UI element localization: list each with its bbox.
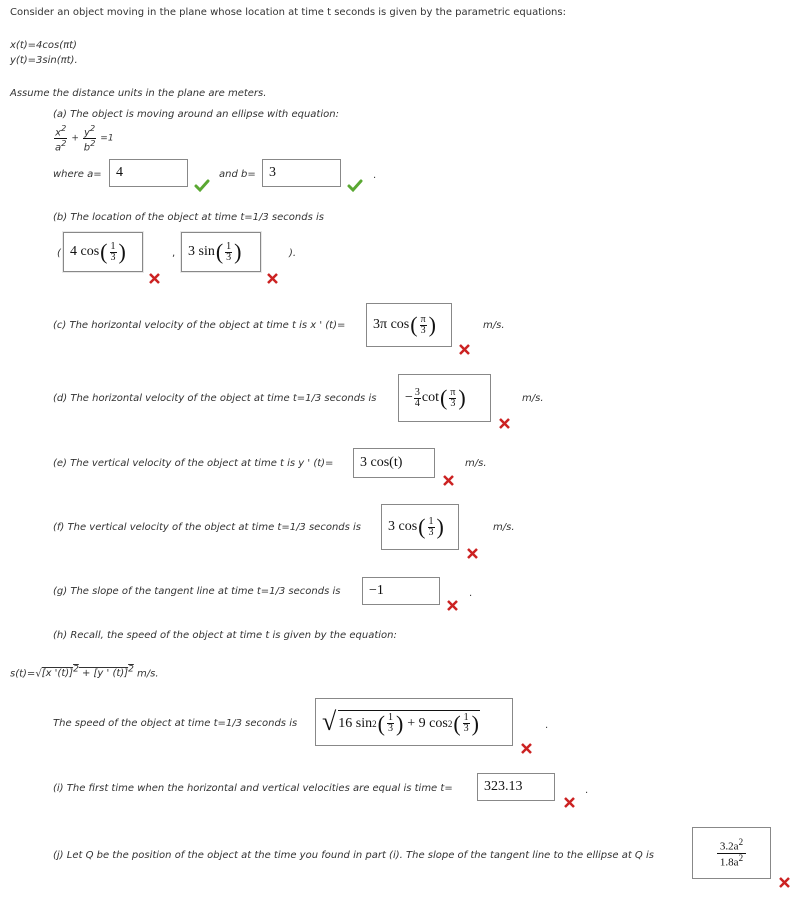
func-text: 3π cos (373, 317, 410, 332)
x-mark-icon (564, 797, 575, 808)
part-j-prompt: (j) Let Q be the position of the object at the time you found in part (i). The slope of the tangent line to the ellipse at Q is (53, 850, 654, 861)
part-b-prompt: (b) The location of the object at time t=1/3 seconds is (53, 212, 324, 223)
close-paren: ). (289, 248, 297, 259)
period: . (373, 170, 377, 181)
part-f-prompt: (f) The vertical velocity of the object at time t=1/3 seconds is (53, 522, 362, 533)
frac-den: 3 (463, 723, 469, 734)
location-x-input[interactable]: 4 cos ( $\frac{1}{3}$ ) (63, 232, 143, 272)
y-func-text: 3 sin (188, 244, 215, 259)
x-mark-icon (267, 273, 278, 284)
frac-num: 1 (387, 712, 393, 723)
sqrt-symbol: √ (322, 707, 337, 736)
term2-text: + 9 cos (407, 715, 448, 731)
ellipse-equation: $\frac{x^2}{a^2}$ + $\frac{y^2}{b^2}$ =1 (55, 123, 114, 154)
part-e-prompt: (e) The vertical velocity of the object at time t is y ' (t)= (53, 458, 334, 469)
frac-den: 3 (450, 397, 456, 409)
intro-text: Consider an object moving in the plane whose location at time t seconds is given by the parametric equations: (10, 7, 566, 18)
speed-prompt: The speed of the object at time t=1/3 seconds is (53, 718, 298, 729)
coef-den: 4 (414, 397, 420, 409)
x-func-text: 4 cos (70, 244, 100, 259)
unit-label: m/s. (465, 458, 487, 469)
func-text: 3 cos (388, 519, 418, 534)
part-h-prompt: (h) Recall, the speed of the object at time t is given by the equation: (53, 630, 397, 641)
frac-num: 1 (428, 515, 434, 527)
open-paren: ( (57, 248, 61, 259)
frac-num: 1 (463, 712, 469, 723)
period: . (469, 588, 473, 599)
b-input[interactable]: 3 (262, 159, 341, 187)
part-c-prompt: (c) The horizontal velocity of the object at time t is x ' (t)= (53, 320, 346, 331)
x-mark-icon (467, 548, 478, 559)
part-d-prompt: (d) The horizontal velocity of the object at time t=1/3 seconds is (53, 393, 377, 404)
a-input[interactable]: 4 (109, 159, 188, 187)
frac-den: 3 (387, 723, 393, 734)
part-i-prompt: (i) The first time when the horizontal and vertical velocities are equal is time t= (53, 783, 453, 794)
unit-label: m/s. (493, 522, 515, 533)
frac-num: 1 (110, 240, 116, 252)
speed-formula: s(t)=√[x '(t)]2 + [y ' (t)]2 m/s. (10, 665, 159, 680)
tangent-slope-input[interactable]: $\frac{3.2a^2}{1.8a^2}$ (692, 827, 771, 879)
part-g-prompt: (g) The slope of the tangent line at time t=1/3 seconds is (53, 586, 341, 597)
frac-num: π (420, 313, 426, 325)
comma: , (172, 248, 176, 259)
units-note: Assume the distance units in the plane are meters. (10, 88, 267, 99)
vertical-velocity-input[interactable]: 3 cos(t) (353, 448, 435, 478)
minus-sign: − (405, 390, 413, 405)
slope-input[interactable]: −1 (362, 577, 440, 605)
x-mark-icon (459, 344, 470, 355)
check-icon (195, 180, 209, 191)
frac-den: 1.8a (719, 856, 739, 869)
x-mark-icon (149, 273, 160, 284)
x-mark-icon (499, 418, 510, 429)
part-a-prompt: (a) The object is moving around an ellipse with equation: (53, 109, 339, 120)
term1-text: 16 sin (338, 715, 373, 731)
speed-input[interactable]: √ 16 sin 2 ( $\frac{1}{3}$ ) + 9 cos 2 ( $\frac{1}{3}$ ) (315, 698, 513, 746)
x-mark-icon (447, 600, 458, 611)
frac-den: 3 (420, 324, 426, 336)
equal-velocity-time-input[interactable]: 323.13 (477, 773, 555, 801)
frac-num: π (450, 386, 456, 398)
frac-num: 1 (226, 240, 232, 252)
x-equation: x(t)=4cos(πt) (10, 40, 77, 51)
frac-den: 3 (110, 251, 116, 263)
period: . (545, 720, 549, 731)
func-text: cot (421, 390, 440, 405)
frac-num: 3.2a (719, 840, 739, 853)
vertical-velocity-t-input[interactable]: 3 cos ( $\frac{1}{3}$ ) (381, 504, 459, 550)
where-a-label: where a= (53, 169, 102, 180)
horizontal-velocity-t-input[interactable]: − $\frac{3}{4}$ cot ( $\frac{\pi}{3}$ ) (398, 374, 491, 422)
coef-num: 3 (414, 386, 420, 398)
x-mark-icon (521, 743, 532, 754)
frac-den: 3 (226, 251, 232, 263)
check-icon (348, 180, 362, 191)
horizontal-velocity-input[interactable]: 3π cos ( $\frac{\pi}{3}$ ) (366, 303, 452, 347)
location-y-input[interactable]: 3 sin ( $\frac{1}{3}$ ) (181, 232, 261, 272)
and-b-label: and b= (219, 169, 256, 180)
period: . (585, 785, 589, 796)
unit-label: m/s. (483, 320, 505, 331)
y-equation: y(t)=3sin(πt). (10, 55, 78, 66)
unit-label: m/s. (522, 393, 544, 404)
x-mark-icon (443, 475, 454, 486)
frac-den: 3 (428, 526, 434, 538)
x-mark-icon (779, 877, 790, 888)
